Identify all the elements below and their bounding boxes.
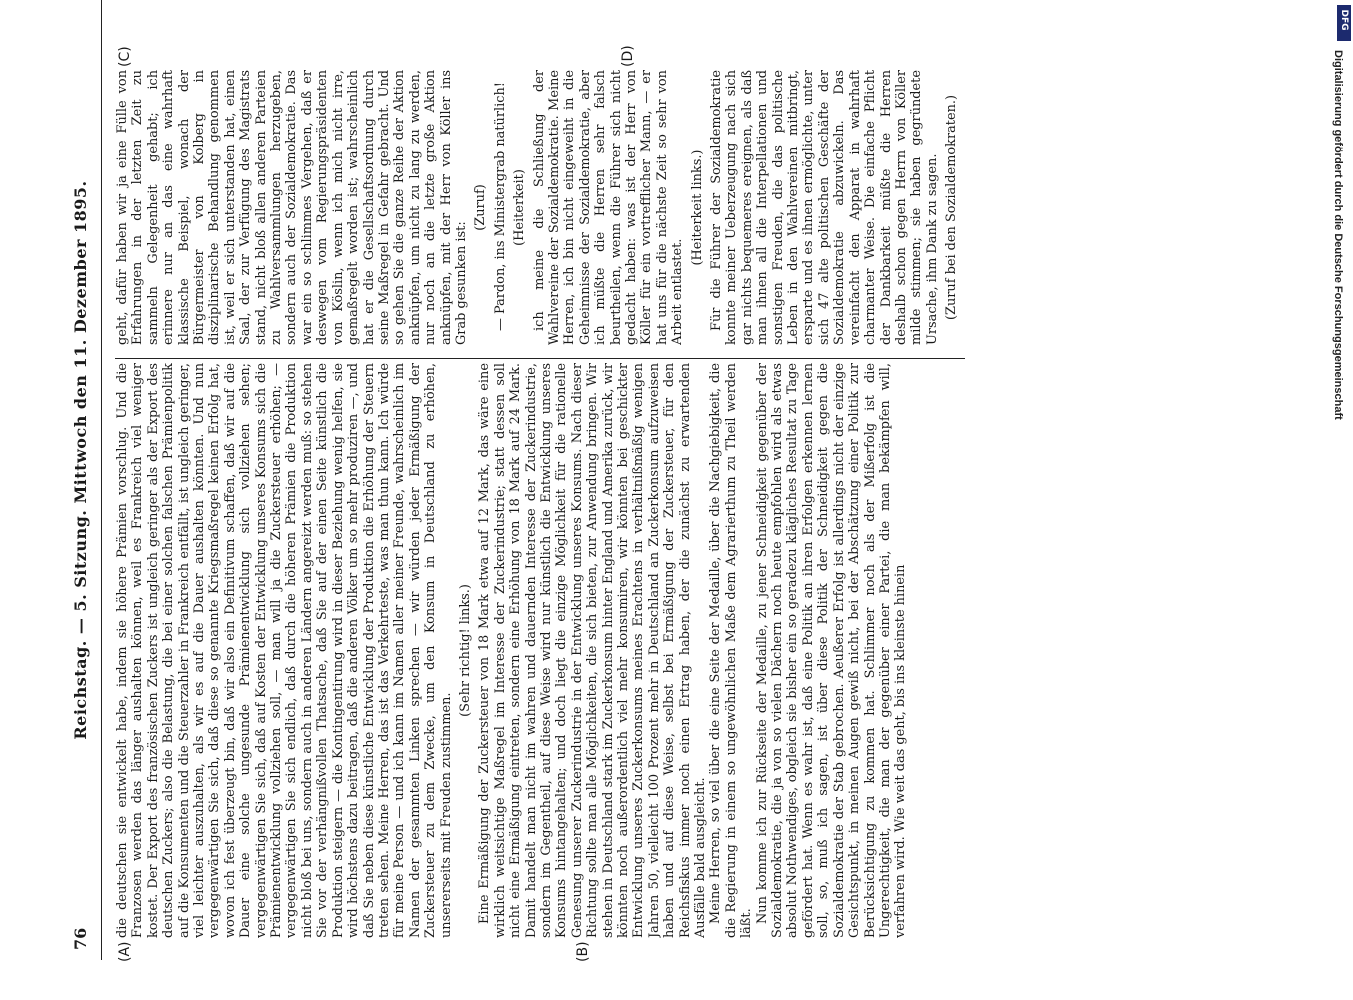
interjection: (Heiterkeit links.) [689, 149, 705, 266]
paragraph: Meine Herren, so viel über die eine Seite der Medaille, über die Nachgiebigkeit, die die Regierung in einem so ungewöhnlichen Maße dem Agrarierthum zu Theil werden läßt. [708, 363, 755, 938]
header-rule [101, 0, 102, 960]
page-header [65, 40, 99, 960]
page-number: 76 [71, 927, 90, 950]
paragraph: die deutschen sie entwickelt habe, indem sie höhere Prämien vorschlug. Und die Franzosen werden das länger aushalten können, weil es Frankreich viel weniger kostet. Der Export des französischen Zuckers ist ungleich geringer als der Export des deutschen Zuckers; also die Belastung, die bei einer solchen falschen Prämienpolitik auf die Konsumenten und die Steuerzahler in Frankreich entfällt, ist ungleich geringer, viel leichter auszuhalten, als wir es auf die Dauer aushalten könnten. Und nun vergegenwärtigen Sie sich, daß diese so genannte Kriegsmaßregel keinen Erfolg hat, wovon ich fest überzeugt bin, daß wir also ein Definitivum schaffen, daß wir auf die Dauer eine solche ungesunde Prämienentwicklung sich vollziehen sehen; vergegenwärtigen Sie sich, daß auf Kosten der Entwicklung unseres Konsums sich die Prämienentwicklung vollziehen soll, — man will ja die Zuckersteuer erhöhen; — vergegenwärtigen Sie sich endlich, daß durch die höheren Prämien die Produktion nicht bloß bei uns, sondern auch in anderen Ländern angereizt werden muß: so stehen Sie vor der verhängnißvollen Thatsache, daß Sie auf der einen Seite künstlich die Produktion steigern — die Kontingentirung wird in dieser Beziehung wenig helfen, sie wird höchstens dazu beitragen, daß die anderen Völker um so mehr produziren —, und daß Sie neben diese künstliche Entwicklung der Produktion die Erhöhung der Steuern treten sehen. Meine Herren, das ist das Verkehrteste, was man thun kann. Ich würde für meine Person — und ich kann im Namen aller meiner Freunde, wahrscheinlich im Namen der gesammten Linken sprechen — wir würden jeder Ermäßigung der Zuckersteuer zu dem Zwecke, um den Konsum in Deutschland zu erhöhen, unsererseits mit Freuden zustimmen. [115, 363, 454, 938]
interjection: (Sehr richtig! links.) [457, 584, 473, 717]
column-divider [115, 358, 965, 359]
paragraph: geht, dafür haben wir ja eine Fülle von Erfahrungen in der letzten Zeit zu sammeln Gelegenheit gehabt; ich erinnere nur an das eine wahrhaft klassische Beispiel, wonach der Bürgermeister von Kolberg in disziplinarische Behandlung genommen ist, weil er sich unterstanden hat, einen Saal, der zur Verfügung des Magistrats stand, nicht bloß allen anderen Parteien zu Wahlversammlungen herzugeben, sondern auch der Sozialdemokratie. Das war ein so schlimmes Vergehen, daß er deswegen vom Regierungspräsidenten von Köslin, wenn ich mich nicht irre, gemaßregelt worden ist; wahrscheinlich hat er die Gesellschaftsordnung durch seine Maßregel in Gefahr gebracht. Und so gehen Sie die ganze Reihe der Aktion anknüpfen, um nicht zu lang zu werden, nur noch an die letzte große Aktion anknüpfen, mit der Herr von Köller ins Grab gesunken ist: [115, 70, 469, 345]
rotated-page [55, 40, 1310, 960]
dfg-logo [1337, 5, 1351, 41]
margin-mark-d: (D) [620, 45, 636, 67]
dfg-logo-text: DFG [1339, 9, 1349, 31]
paragraph: ich meine die Schließung der Wahlvereine der Sozialdemokratie. Meine Herren, ich bin nicht eingeweiht in die Geheimnisse der Sozialdemokratie, aber ich müßte die Herren sehr falsch beurtheilen, wenn die Führer sich nicht gedacht haben: was ist der Herr von Köller für ein vortrefflicher Mann, — er hat uns für die nächste Zeit so sehr von Arbeit entlastet. [531, 70, 686, 345]
digitization-note: Digitalisierung gefördert durch die Deutsche Forschungsgemeinschaft [1332, 50, 1344, 420]
left-column [115, 363, 965, 938]
interjection: (Zuruf bei den Sozialdemokraten.) [944, 94, 960, 321]
paragraph [964, 70, 965, 345]
margin-mark-c: (C) [117, 46, 133, 67]
paragraph: — Pardon, ins Ministergrab natürlich! [492, 82, 508, 331]
paragraph: Nun komme ich zur Rückseite der Medaille, zu jener Schneidigkeit gegenüber der Sozialdemokratie, die ja von so vielen Dächern noch heute empfohlen wird als etwas absolut Nothwendiges, obgleich sie bisher ein so geradezu klägliches Resultat zu Tage gefördert hat. Wenn es wahr ist, daß eine Politik an ihren Erfolgen erkennen lernen soll, so, muß ich sagen, ist über diese Politik der Schneidigkeit gegen die Sozialdemokratie der Stab gebrochen. Aeußerer Erfolg ist allerdings nicht der einzige Gesichtspunkt, in meinen Augen gewiß nicht, bei der Abschätzung einer Politik zur Berücksichtigung zu kommen hat. Schlimmer noch als der Mißerfolg ist die Ungerechtigkeit, die man der gegenüber einer Partei, die man bekämpfen will, verfahren wird. Wie weit das geht, bis ins kleinste hinein [754, 363, 909, 938]
paragraph: Eine Ermäßigung der Zuckersteuer von 18 Mark etwa auf 12 Mark, das wäre eine wirklich weitsichtige Maßregel im Interesse der Zuckerindustrie; statt dessen soll nicht eine Ermäßigung eintreten, sondern eine Erhöhung von 18 Mark auf 24 Mark. Damit handelt man nicht im wahren und dauernden Interesse der Zuckerindustrie, sondern im Gegentheil, auf diese Weise wird nur künstlich die Entwicklung unseres Konsums hintangehalten; und doch liegt die einzige Möglichkeit für die rationelle Genesung unserer Zuckerindustrie in der Entwicklung unseres Konsums. Nach dieser Richtung sollte man alle Möglichkeiten, die sich bieten, zur Anwendung bringen. Wir stehen in Deutschland stark im Zuckerkonsum hinter England und Amerika zurück, wir könnten noch außerordentlich viel mehr konsumiren, wir könnten bei geschickter Entwicklung unseres Zuckerkonsums meines Erachtens in verhältnißmäßig wenigen Jahren 50, vielleicht 100 Prozent mehr in Deutschland an Zuckerkonsum aufzuweisen haben und auf diese Weise, selbst bei Ermäßigung der Zuckersteuer, für den Reichsfiskus immer noch einen Ertrag haben, der die zunächst zu erwartenden Ausfälle bald ausgleicht. [477, 363, 709, 938]
interjection: (Zuruf) [473, 184, 489, 231]
margin-mark-b: (B) [575, 941, 591, 962]
digitization-footer [1332, 5, 1351, 640]
interjection: (Heiterkeit) [512, 169, 528, 246]
right-column [115, 70, 965, 345]
paragraph: Für die Führer der Sozialdemokratie konnte meiner Ueberzeugung nach sich gar nichts bequemeres ereignen, als daß man ihnen all die Interpellationen und sonstigen Freuden, die das politische Leben in den Wahlvereinen mitbringt, ersparte und es ihnen ermöglichte, unter sich 47 alte politischen Geschäfte der Sozialdemokratie abzuwickeln. Das vereinfacht den Apparat in wahrhaft charmanter Weise. Die einfache Pflicht der Dankbarkeit müßte die Herren deshalb schon gegen Herrn von Köller milde stimmen; sie haben gegründete Ursache, ihm Dank zu sagen. [709, 70, 940, 345]
margin-mark-a: (A) [117, 941, 133, 962]
header-title: Reichstag. — 5. Sitzung. Mittwoch den 11. Dezember 1895. [71, 180, 90, 740]
